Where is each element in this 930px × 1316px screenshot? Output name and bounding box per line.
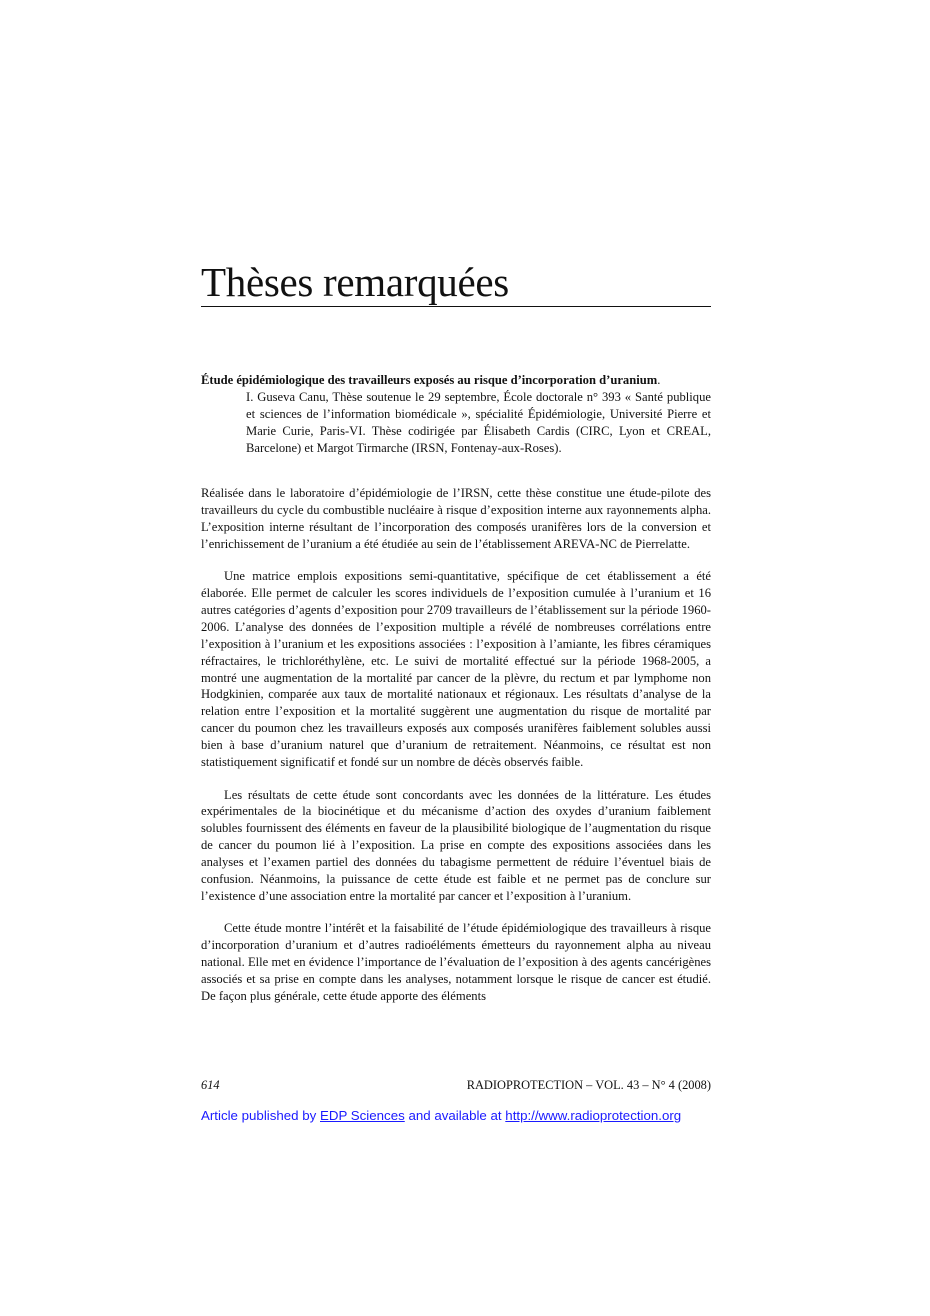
section-title: Thèses remarquées <box>201 258 711 307</box>
article-body <box>201 485 711 1020</box>
publication-notice <box>201 1107 681 1124</box>
paragraph-1: Réalisée dans le laboratoire d’épidémiologie de l’IRSN, cette thèse constitue une étude-pilote des travailleurs du cycle du combustible nucléaire à risque d’exposition interne aux rayonnements alpha. L’exposition interne résultant de l’incorporation des composés uranifères lors de la conversion et l’enrichissement de l’uranium a été étudiée au sein de l’établissement AREVA-NC de Pierrelatte. <box>201 486 711 551</box>
publication-prefix: Article published by <box>201 1108 320 1123</box>
journal-url-link[interactable]: http://www.radioprotection.org <box>505 1108 682 1123</box>
page-number: 614 <box>201 1078 220 1092</box>
thesis-reference <box>201 372 711 457</box>
thesis-details: I. Guseva Canu, Thèse soutenue le 29 septembre, École doctorale n° 393 « Santé publique et sciences de l’information biomédicale », spécialité Épidémiologie, Université Pierre et Marie Curie, Paris-VI. Thèse codirigée par Élisabeth Cardis (CIRC, Lyon et CREAL, Barcelone) et Margot Tirmarche (IRSN, Fontenay-aux-Roses). <box>246 389 711 455</box>
paragraph-3: Les résultats de cette étude sont concordants avec les données de la littérature. Les études expérimentales de la biocinétique et du mécanisme d’action des oxydes d’uranium faiblement solubles fournissent des éléments en faveur de la plausibilité biologique de l’augmentation du risque de cancer du poumon lié à l’exposition. La prise en compte des expositions associées dans les analyses et l’examen partiel des données du tabagisme permettent de réduire l’éventuel biais de confusion. Néanmoins, la puissance de cette étude est faible et ne permet pas de conclure sur l’existence d’une association entre la mortalité par cancer et l’exposition à l’uranium. <box>201 787 711 903</box>
publication-middle: and available at <box>404 1108 506 1123</box>
page-footer <box>201 1077 711 1093</box>
paragraph-4: Cette étude montre l’intérêt et la faisabilité de l’étude épidémiologique des travailleurs à risque d’incorporation d’uranium et d’autres radioéléments émetteurs du rayonnement alpha au niveau national. Elle met en évidence l’importance de l’évaluation de l’exposition à des agents cancérigènes associés et sa prise en compte dans les analyses, notamment lorsque le risque de cancer est étudié. De façon plus générale, cette étude apporte des éléments <box>201 921 711 1003</box>
journal-citation: RADIOPROTECTION – VOL. 43 – N° 4 (2008) <box>466 1078 711 1092</box>
thesis-title: Étude épidémiologique des travailleurs exposés au risque d’incorporation d’uranium <box>201 373 658 387</box>
publisher-link[interactable]: EDP Sciences <box>320 1108 405 1123</box>
paragraph-2: Une matrice emplois expositions semi-quantitative, spécifique de cet établissement a été élaborée. Elle permet de calculer les scores individuels de l’exposition cumulée à l’uranium et 16 autres catégories d’agents d’exposition pour 2709 travailleurs de l’établissement sur la période 1960-2006. L’analyse des données de l’exposition multiple a révélé de nombreuses corrélations entre l’exposition à l’uranium et les expositions associées : l’exposition à l’amiante, les fibres céramiques réfractaires, le trichloréthylène, etc. Le suivi de mortalité effectué sur la période 1968-2005, a montré une augmentation de la mortalité par cancer de la plèvre, du rectum et par lymphome non Hodgkinien, comparée aux taux de mortalité nationaux et régionaux. Les résultats d’analyse de la relation entre l’exposition et la mortalité suggèrent une augmentation du risque de mortalité par cancer du poumon chez les travailleurs exposés aux composés uranifères faiblement solubles aussi bien à base d’uranium naturel que d’uranium de retraitement. Néanmoins, ce résultat est non statistiquement significatif et fondé sur un nombre de décès observés faible. <box>201 569 711 770</box>
thesis-title-period: . <box>657 373 661 387</box>
